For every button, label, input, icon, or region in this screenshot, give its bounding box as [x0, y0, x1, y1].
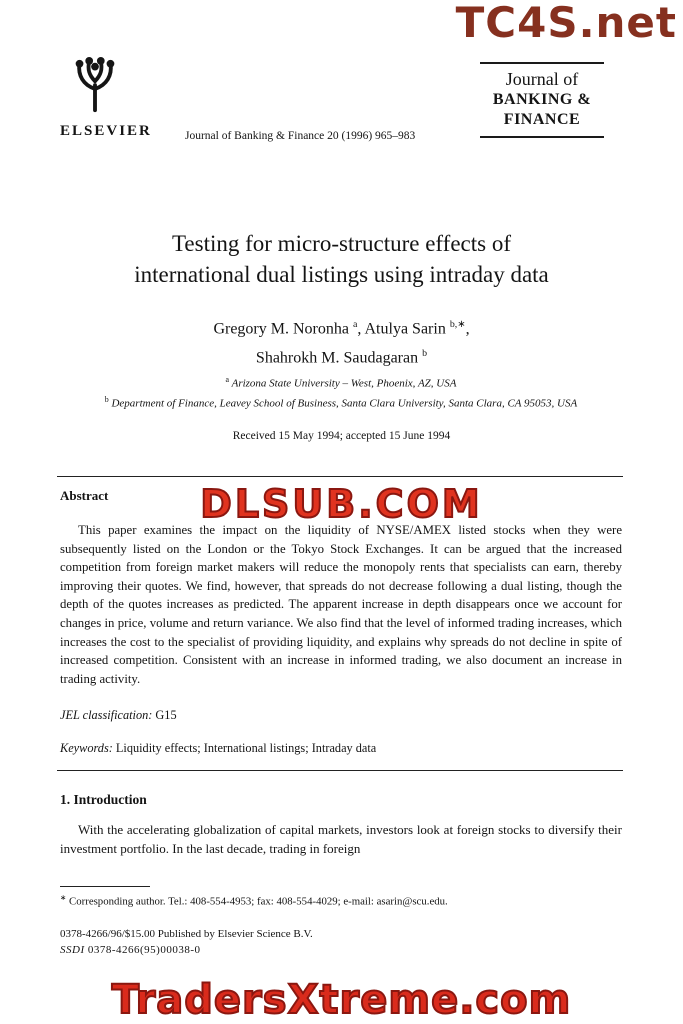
keywords-label: Keywords: — [60, 741, 113, 755]
affiliation-1-mark: a — [225, 375, 230, 384]
jel-value: G15 — [152, 708, 177, 722]
masthead-line3: FINANCE — [503, 111, 581, 128]
article-title — [0, 228, 683, 290]
author-separator-2: , — [465, 320, 470, 338]
watermark-top: TC4S.net — [455, 0, 677, 47]
abstract-heading: Abstract — [60, 488, 109, 503]
copyright-line: 0378-4266/96/$15.00 Published by Elsevier Science B.V. — [60, 928, 313, 940]
author-2-affmark: b,∗ — [449, 319, 466, 330]
footnote-divider — [60, 886, 150, 887]
affiliation-1-text: Arizona State University – West, Phoenix, AZ, USA — [231, 377, 457, 390]
section-divider-top — [57, 476, 623, 477]
footnote-asterisk: ∗ — [60, 893, 67, 902]
authors-line2 — [0, 341, 683, 370]
received-dates: Received 15 May 1994; accepted 15 June 1994 — [232, 430, 451, 442]
author-2: Atulya Sarin — [364, 320, 446, 338]
ssdi-value: 0378-4266(95)00038-0 — [84, 944, 201, 956]
authors-line1 — [0, 312, 683, 341]
ssdi-label: SSDI — [60, 944, 85, 956]
ssdi-line — [60, 944, 201, 956]
elsevier-tree-icon — [60, 101, 130, 118]
abstract-text: This paper examines the impact on the liquidity of NYSE/AMEX listed stocks when they were subsequently listed on the London or the Tokyo Stock Exchanges. It can be argued that the increased competition from foreign market makers will reduce the monopoly rents that specialists can earn, thereby improving their quotes. We find, however, that spreads do not decrease following a dual listing, though the depth of the quotes increases as predicted. The apparent increase in depth disappears once we account for changes in price, volume and return variance. We also find that the level of informed trading increases, which increases the cost to the specialist of providing liquidity, and explains why spreads do not decline in spite of increased competition. Consistent with an increase in informed trading, we also document an increase in trading activity. — [60, 523, 622, 686]
jel-label: JEL classification: — [60, 708, 153, 722]
section-divider-bottom — [57, 770, 623, 771]
affiliation-2-text: Department of Finance, Leavey School of Business, Santa Clara University, Santa Clara, CA 95053, USA — [111, 397, 578, 410]
author-separator-1: , — [357, 320, 365, 338]
masthead-line1: Journal of — [505, 69, 579, 89]
article-title-line1: Testing for micro-structure effects of — [171, 231, 511, 256]
footnote-text: Corresponding author. Tel.: 408-554-4953; fax: 408-554-4029; e-mail: asarin@scu.edu. — [66, 895, 448, 908]
watermark-bottom: TradersXtreme.com — [111, 977, 572, 1023]
authors-block — [0, 312, 683, 371]
author-1-affmark: a — [352, 319, 358, 330]
publisher-logo-block — [60, 56, 170, 140]
author-1: Gregory M. Noronha — [213, 320, 349, 338]
author-3: Shahrokh M. Saudagaran — [255, 349, 419, 367]
journal-masthead — [480, 62, 604, 138]
affiliation-1 — [61, 372, 621, 392]
corresponding-author-footnote — [60, 893, 622, 908]
affiliation-2-mark: b — [104, 394, 109, 404]
affiliation-2 — [61, 392, 621, 412]
publisher-name: ELSEVIER — [60, 123, 152, 139]
author-3-affmark: b — [422, 348, 428, 360]
masthead-line2: BANKING & — [492, 91, 592, 108]
watermark-middle: DLSUB.COM — [200, 482, 483, 526]
keywords-line — [60, 741, 376, 756]
article-title-line2: international dual listings using intraday data — [134, 262, 549, 287]
introduction-heading: 1. Introduction — [60, 792, 147, 807]
jel-classification — [60, 708, 177, 723]
journal-citation: Journal of Banking & Finance 20 (1996) 965–983 — [185, 130, 416, 142]
keywords-value: Liquidity effects; International listings; Intraday data — [112, 741, 377, 755]
affiliations-block — [61, 372, 621, 411]
introduction-text: With the accelerating globalization of capital markets, investors look at foreign stocks to diversify their investment portfolio. In the last decade, trading in foreign — [60, 822, 622, 856]
